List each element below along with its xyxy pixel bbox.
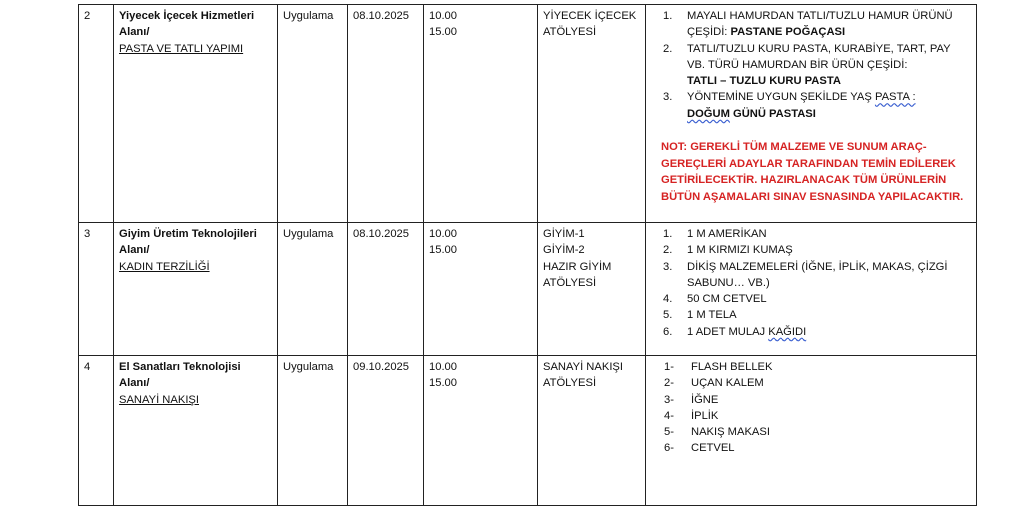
exam-place: [538, 5, 646, 223]
area-name: Giyim Üretim Teknolojileri Alanı/: [119, 228, 257, 257]
table-row: [79, 223, 977, 356]
exam-type: Uygulama: [278, 5, 348, 223]
exam-schedule-table: [78, 4, 977, 506]
exam-place: [538, 356, 646, 506]
note-text: NOT: GEREKLİ TÜM MALZEME VE SUNUM ARAÇ-GEREÇLERİ ADAYLAR TARAFINDAN TEMİN EDİLEREK GETİRİLECEKTİR. HAZIRLANACAK TÜM ÜRÜNLERİN BÜTÜN AŞAMALARI SINAV ESNASINDA YAPILACAKTIR.: [661, 141, 964, 203]
list-item: 4- İPLİK: [664, 409, 719, 422]
area-cell: [114, 223, 278, 356]
time-1: 10.00: [429, 361, 457, 373]
list-item: 4. 50 CM CETVEL: [663, 293, 767, 306]
exam-place: [538, 223, 646, 356]
exam-type: Uygulama: [278, 223, 348, 356]
list-item: 1. MAYALI HAMURDAN TATLI/TUZLU HAMUR ÜRÜNÜ ÇEŞİDİ: PASTANE POĞAÇASI: [663, 10, 953, 39]
time-1: 10.00: [429, 10, 457, 22]
exam-date: 09.10.2025: [348, 356, 424, 506]
row-number: 3: [79, 223, 114, 356]
time-2: 15.00: [429, 377, 457, 390]
table-row: [79, 356, 977, 506]
time-1: 10.00: [429, 228, 457, 240]
place-1: GİYİM-1: [543, 228, 585, 240]
list-item: 1- FLASH BELLEK: [664, 361, 773, 373]
list-item: 3. DİKİŞ MALZEMELERİ (İĞNE, İPLİK, MAKAS, ÇİZGİ SABUNU… VB.): [663, 260, 948, 289]
exam-times: [424, 356, 538, 506]
exam-times: [424, 223, 538, 356]
exam-type: Uygulama: [278, 356, 348, 506]
list-item: 6. 1 ADET MULAJ KAĞIDI: [663, 325, 807, 338]
list-item: 1. 1 M AMERİKAN: [663, 228, 767, 240]
row-number: 4: [79, 356, 114, 506]
exam-times: [424, 5, 538, 223]
place-1: SANAYİ NAKIŞI ATÖLYESİ: [543, 361, 623, 390]
list-item: 6- CETVEL: [664, 442, 735, 455]
materials-cell: [646, 356, 977, 506]
list-item: 2. TATLI/TUZLU KURU PASTA, KURABİYE, TART, PAY VB. TÜRÜ HAMURDAN BİR ÜRÜN ÇEŞİDİ: TATLI – TUZLU KURU PASTA: [663, 42, 951, 88]
branch-name: SANAYİ NAKIŞI: [119, 393, 199, 406]
exam-date: 08.10.2025: [348, 5, 424, 223]
materials-list: [651, 359, 971, 457]
list-item: 3. YÖNTEMİNE UYGUN ŞEKİLDE YAŞ PASTA : DOĞUM GÜNÜ PASTASI: [663, 91, 916, 120]
list-item: 2- UÇAN KALEM: [664, 377, 764, 390]
branch-name: PASTA VE TATLI YAPIMI: [119, 42, 244, 55]
materials-cell: [646, 223, 977, 356]
list-item: 3- İĞNE: [664, 393, 719, 406]
list-item: 5- NAKIŞ MAKASI: [664, 426, 770, 439]
exam-date: 08.10.2025: [348, 223, 424, 356]
time-2: 15.00: [429, 26, 457, 39]
materials-list: [651, 8, 971, 122]
place-2: GİYİM-2: [543, 244, 585, 257]
list-item: 2. 1 M KIRMIZI KUMAŞ: [663, 244, 793, 257]
place-1: YİYECEK İÇECEK ATÖLYESİ: [543, 10, 637, 39]
table-row: [79, 5, 977, 223]
area-name: Yiyecek İçecek Hizmetleri Alanı/: [119, 10, 255, 39]
row-number: 2: [79, 5, 114, 223]
materials-list: [651, 226, 971, 340]
place-3: HAZIR GİYİM ATÖLYESİ: [543, 260, 612, 289]
area-name: El Sanatları Teknolojisi Alanı/: [119, 361, 241, 390]
area-cell: [114, 5, 278, 223]
materials-cell: [646, 5, 977, 223]
area-cell: [114, 356, 278, 506]
time-2: 15.00: [429, 244, 457, 257]
list-item: 5. 1 M TELA: [663, 309, 737, 322]
branch-name: KADIN TERZİLİĞİ: [119, 260, 210, 273]
